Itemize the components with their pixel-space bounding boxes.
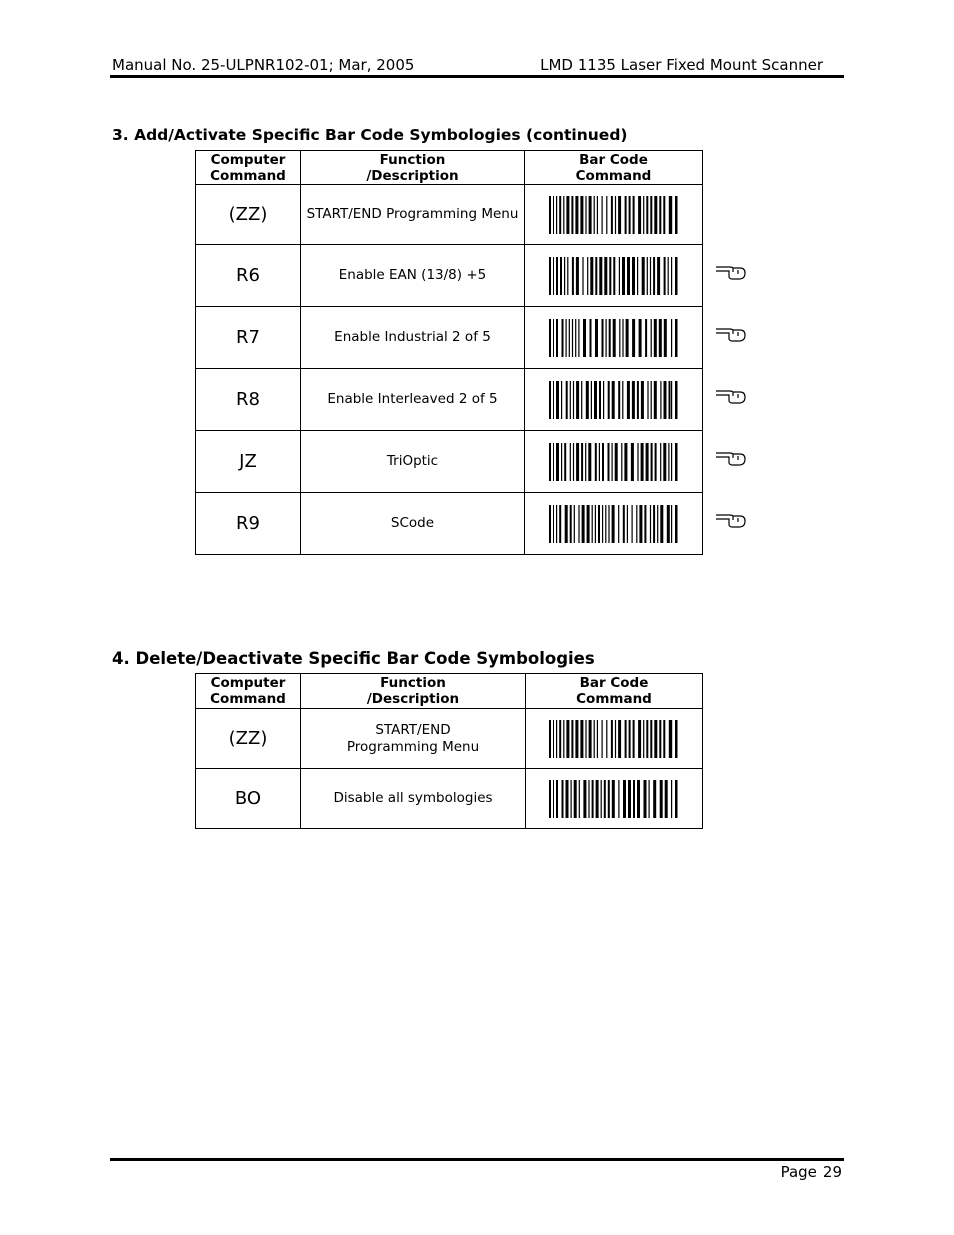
header-rule bbox=[110, 75, 844, 78]
header-bar-code-command: Bar Code Command bbox=[525, 151, 703, 185]
barcode-icon bbox=[549, 196, 679, 234]
header-computer-command: Computer Command bbox=[196, 151, 301, 185]
barcode-icon bbox=[549, 319, 679, 357]
header-manual-number: Manual No. 25-ULPNR102-01; Mar, 2005 bbox=[112, 56, 415, 74]
table-row bbox=[196, 769, 703, 829]
description-cell: Enable Interleaved 2 of 5 bbox=[301, 369, 525, 431]
barcode-cell bbox=[525, 369, 703, 431]
table-row bbox=[196, 493, 703, 555]
computer-command-cell: (ZZ) bbox=[196, 709, 301, 769]
pointing-hand-icon bbox=[714, 510, 748, 530]
barcode-icon bbox=[549, 780, 679, 818]
description-cell: SCode bbox=[301, 493, 525, 555]
computer-command-cell: JZ bbox=[196, 431, 301, 493]
description-cell: TriOptic bbox=[301, 431, 525, 493]
page-number: Page 29 bbox=[780, 1163, 842, 1181]
footer-rule bbox=[110, 1158, 844, 1161]
section-title-delete-deactivate: 4. Delete/Deactivate Specific Bar Code Symbologies bbox=[112, 649, 595, 668]
table-header-row bbox=[196, 674, 703, 709]
header-product-name: LMD 1135 Laser Fixed Mount Scanner bbox=[540, 56, 823, 74]
barcode-icon bbox=[549, 381, 679, 419]
computer-command-cell: R9 bbox=[196, 493, 301, 555]
computer-command-cell: R6 bbox=[196, 245, 301, 307]
add-symbologies-table bbox=[195, 150, 703, 555]
header-computer-command: Computer Command bbox=[196, 674, 301, 709]
description-cell: Disable all symbologies bbox=[301, 769, 526, 829]
computer-command-cell: BO bbox=[196, 769, 301, 829]
table-row bbox=[196, 431, 703, 493]
barcode-icon bbox=[549, 257, 679, 295]
barcode-cell bbox=[525, 431, 703, 493]
barcode-cell bbox=[526, 709, 703, 769]
computer-command-cell: R7 bbox=[196, 307, 301, 369]
header-function-description: Function /Description bbox=[301, 151, 525, 185]
table-header-row bbox=[196, 151, 703, 185]
description-cell: Enable Industrial 2 of 5 bbox=[301, 307, 525, 369]
description-line: START/END bbox=[375, 721, 451, 738]
barcode-icon bbox=[549, 443, 679, 481]
table-row bbox=[196, 245, 703, 307]
pointing-hand-icon bbox=[714, 448, 748, 468]
pointing-hand-icon bbox=[714, 262, 748, 282]
table-row bbox=[196, 307, 703, 369]
barcode-cell bbox=[525, 185, 703, 245]
barcode-cell bbox=[525, 307, 703, 369]
header-bar-code-command: Bar Code Command bbox=[526, 674, 703, 709]
description-cell bbox=[301, 709, 526, 769]
barcode-cell bbox=[526, 769, 703, 829]
header-function-description: Function /Description bbox=[301, 674, 526, 709]
computer-command-cell: R8 bbox=[196, 369, 301, 431]
computer-command-cell: (ZZ) bbox=[196, 185, 301, 245]
description-cell: Enable EAN (13/8) +5 bbox=[301, 245, 525, 307]
table-row bbox=[196, 185, 703, 245]
delete-symbologies-table bbox=[195, 673, 703, 829]
table-row bbox=[196, 369, 703, 431]
pointing-hand-icon bbox=[714, 386, 748, 406]
pointing-hand-icon bbox=[714, 324, 748, 344]
barcode-cell bbox=[525, 245, 703, 307]
table-row bbox=[196, 709, 703, 769]
description-cell: START/END Programming Menu bbox=[301, 185, 525, 245]
barcode-icon bbox=[549, 720, 679, 758]
description-line: Programming Menu bbox=[346, 738, 480, 755]
section-title-add-activate: 3. Add/Activate Specific Bar Code Symbologies (continued) bbox=[112, 126, 628, 144]
barcode-icon bbox=[549, 505, 679, 543]
barcode-cell bbox=[525, 493, 703, 555]
